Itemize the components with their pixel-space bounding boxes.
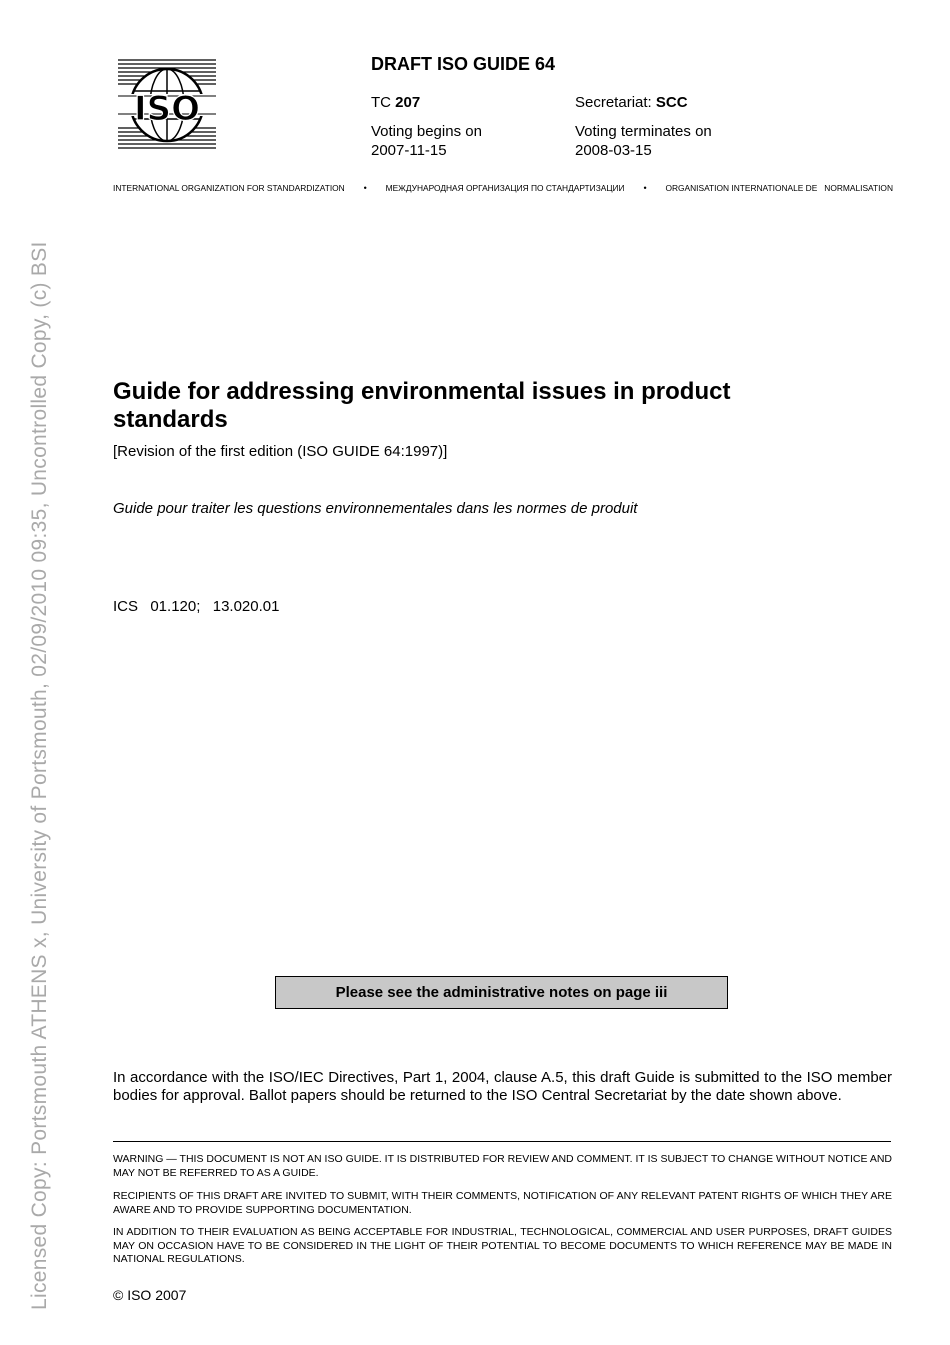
voting-begins-label: Voting begins on xyxy=(371,123,482,140)
warning-paragraph: WARNING — THIS DOCUMENT IS NOT AN ISO GUIDE. IT IS DISTRIBUTED FOR REVIEW AND COMMENT. IT IS SUBJECT TO CHANGE WITHOUT NOTICE AND MAY NOT BE REFERRED TO AS A GUIDE. xyxy=(113,1153,892,1179)
tc-value: 207 xyxy=(395,94,421,111)
org-russian: МЕЖДУНАРОДНАЯ ОРГАНИЗАЦИЯ ПО СТАНДАРТИЗАЦИИ xyxy=(385,183,625,193)
divider xyxy=(113,1141,891,1142)
french-title: Guide pour traiter les questions environnementales dans les normes de produit xyxy=(113,500,638,517)
iso-logo-icon xyxy=(118,58,216,152)
tc-label: TC xyxy=(371,94,391,111)
document-title: Guide for addressing environmental issues in product standards xyxy=(113,378,731,433)
copyright: © ISO 2007 xyxy=(113,1287,187,1303)
accordance-paragraph: In accordance with the ISO/IEC Directives, Part 1, 2004, clause A.5, this draft Guide is submitted to the ISO member bodies for approval. Ballot papers should be returned to the ISO Central Secretariat by the date shown above. xyxy=(113,1069,892,1104)
recipients-paragraph: RECIPIENTS OF THIS DRAFT ARE INVITED TO SUBMIT, WITH THEIR COMMENTS, NOTIFICATION OF ANY RELEVANT PATENT RIGHTS OF WHICH THEY ARE AWARE AND TO PROVIDE SUPPORTING DOCUMENTATION. xyxy=(113,1190,892,1216)
tc-field xyxy=(371,93,420,112)
voting-terminates-label: Voting terminates on xyxy=(575,123,712,140)
org-separator: • xyxy=(363,183,367,193)
secretariat-label: Secretariat: xyxy=(575,94,652,111)
org-english: INTERNATIONAL ORGANIZATION FOR STANDARDIZATION xyxy=(113,183,345,193)
org-french: ORGANISATION INTERNATIONALE DE NORMALISATION xyxy=(665,183,893,193)
revision-note: [Revision of the first edition (ISO GUIDE 64:1997)] xyxy=(113,443,448,460)
organization-line xyxy=(113,183,893,193)
voting-terminates-date: 2008-03-15 xyxy=(575,142,652,159)
evaluation-paragraph: IN ADDITION TO THEIR EVALUATION AS BEING ACCEPTABLE FOR INDUSTRIAL, TECHNOLOGICAL, COMMERCIAL AND USER PURPOSES, DRAFT GUIDES MAY ON OCCASION HAVE TO BE CONSIDERED IN THE LIGHT OF THEIR POTENTIAL TO BECOME DOCUMENTS TO WHICH REFERENCE MAY BE MADE IN NATIONAL REGULATIONS. xyxy=(113,1226,892,1265)
logo-text: ISO xyxy=(133,89,201,129)
voting-begins-field xyxy=(371,122,482,160)
ics-codes: ICS 01.120; 13.020.01 xyxy=(113,598,280,615)
watermark-text: Licensed Copy: Portsmouth ATHENS x, University of Portsmouth, 02/09/2010 09:35, Uncontrolled Copy, (c) BSI xyxy=(28,241,51,1310)
voting-begins-date: 2007-11-15 xyxy=(371,142,447,159)
secretariat-value: SCC xyxy=(655,94,688,111)
voting-terminates-field xyxy=(575,122,712,160)
watermark xyxy=(0,0,51,1345)
administrative-notes-box: Please see the administrative notes on page iii xyxy=(275,976,728,1009)
org-separator: • xyxy=(643,183,647,193)
secretariat-field xyxy=(575,93,688,112)
draft-title: DRAFT ISO GUIDE 64 xyxy=(371,54,556,74)
